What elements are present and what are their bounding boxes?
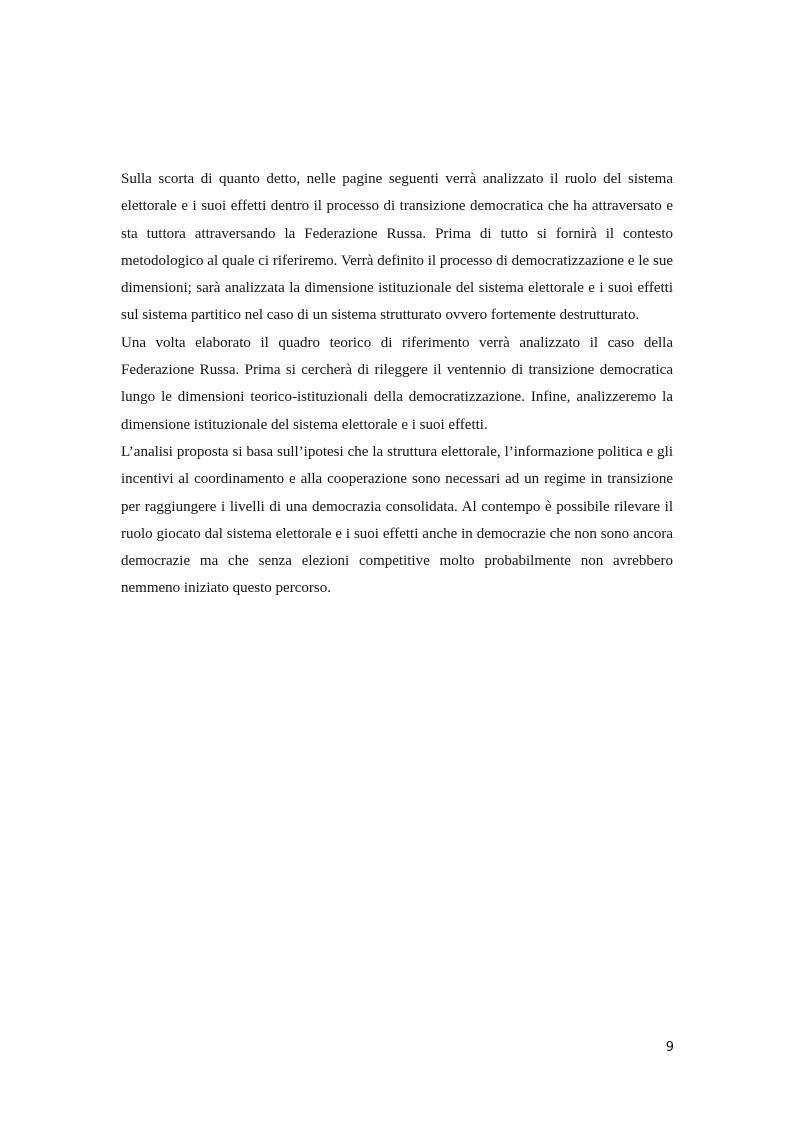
paragraph-case-study: Una volta elaborato il quadro teorico di riferimento verrà analizzato il caso della Federazione Russa. Prima si cercherà di rileggere il ventennio di transizione democratica lungo le dimensioni teorico-istituzionali della democratizzazione. Infine, analizzeremo la dimensione istituzionale del sistema elettorale e i suoi effetti. <box>121 334 673 433</box>
paragraph-intro: Sulla scorta di quanto detto, nelle pagine seguenti verrà analizzato il ruolo del sistema elettorale e i suoi effetti dentro il processo di transizione democratica che ha attraversato e sta tuttora attraversando la Federazione Russa. Prima di tutto si fornirà il contesto metodologico al quale ci riferiremo. Verrà definito il processo di democratizzazione e le sue dimensioni; sarà analizzata la dimensione istituzionale del sistema elettorale e i suoi effetti sul sistema partitico nel caso di un sistema strutturato ovvero fortemente destrutturato. <box>121 171 673 324</box>
paragraph-hypothesis: L’analisi proposta si basa sull’ipotesi che la struttura elettorale, l’informazione politica e gli incentivi al coordinamento e alla cooperazione sono necessari ad un regime in transizione per raggiungere i livelli di una democrazia consolidata. Al contempo è possibile rilevare il ruolo giocato dal sistema elettorale e i suoi effetti anche in democrazie che non sono ancora democrazie ma che senza elezioni competitive molto probabilmente non avrebbero nemmeno iniziato questo percorso. <box>121 443 673 597</box>
page-number: 9 <box>665 1040 674 1055</box>
body-text <box>121 166 673 603</box>
